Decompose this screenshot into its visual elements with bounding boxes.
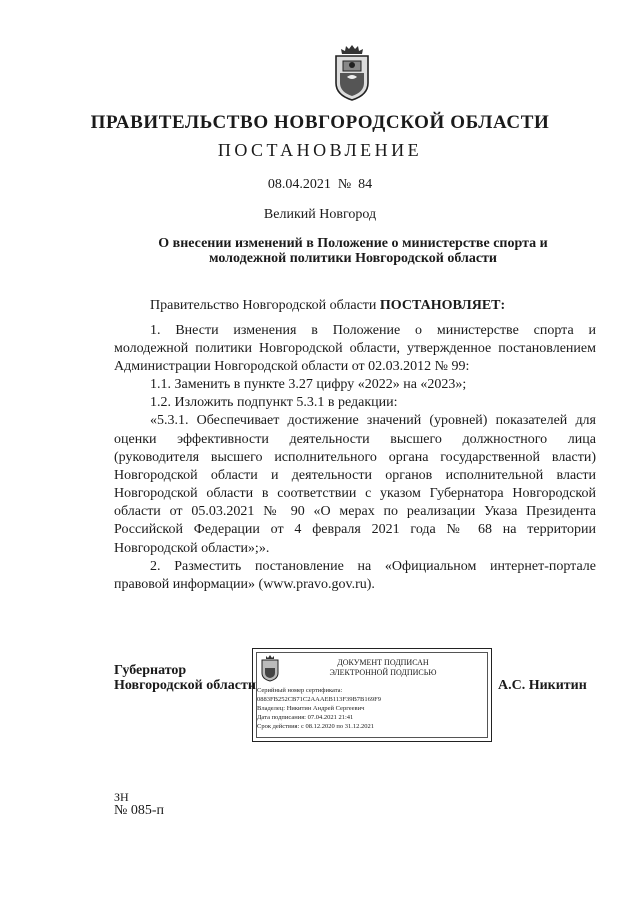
- position-line-2: Новгородской области: [114, 678, 256, 693]
- stamp-signed-date: Дата подписания: 07.04.2021 21:41: [257, 714, 354, 721]
- stamp-validity: Срок действия: с 08.12.2020 по 31.12.2021: [257, 723, 374, 730]
- document-type: ПОСТАНОВЛЕНИЕ: [217, 140, 423, 160]
- document-subject: О внесении изменений в Положение о министерстве спорта и молодежной политики Новгородской области: [158, 236, 548, 266]
- paragraph-2-line-2: правовой информации» (www.pravo.gov.ru).: [114, 577, 375, 592]
- executor-initials: ЗН: [114, 790, 129, 804]
- paragraph-1-1: 1.1. Заменить в пункте 3.27 цифру «2022» на «2023»;: [150, 377, 467, 392]
- preamble: [150, 297, 590, 315]
- paragraph-1-line-2: молодежной политики Новгородской области, утвержденное постановлением: [114, 341, 596, 356]
- date-number-line: [0, 177, 640, 193]
- quote-line-2: оценки эффективности деятельности высшего должностного лица: [114, 432, 596, 447]
- registry-number: № 085-п: [114, 803, 165, 818]
- document-number: 84: [358, 177, 373, 192]
- signatory-position: [114, 663, 256, 693]
- stamp-cert-label: Серийный номер сертификата:: [257, 687, 343, 694]
- stamp-title-line-1: ДОКУМЕНТ ПОДПИСАН: [337, 658, 429, 667]
- organization-title: ПРАВИТЕЛЬСТВО НОВГОРОДСКОЙ ОБЛАСТИ: [90, 112, 550, 133]
- electronic-signature-stamp: [252, 648, 492, 742]
- preamble-text: Правительство Новгородской области: [150, 298, 380, 313]
- position-line-1: Губернатор: [114, 663, 187, 678]
- number-sign: №: [337, 177, 352, 192]
- quote-line-1: «5.3.1. Обеспечивает достижение значений (уровней) показателей для: [150, 413, 596, 428]
- preamble-decree-word: ПОСТАНОВЛЯЕТ:: [379, 298, 506, 313]
- quote-line-5: Новгородской области в соответствии с указом Губернатора Новгородской: [114, 486, 596, 501]
- paragraph-1-line-1: 1. Внести изменения в Положение о министерстве спорта и: [150, 323, 596, 338]
- paragraph-1-2: 1.2. Изложить подпункт 5.3.1 в редакции:: [150, 395, 398, 410]
- quote-line-4: Новгородской области и деятельности органов исполнительной власти: [114, 468, 596, 483]
- signer-name: А.С. Никитин: [498, 678, 587, 693]
- paragraph-1-line-3: Администрации Новгородской области от 02.03.2012 № 99:: [114, 359, 470, 374]
- stamp-cert-number: 0883FB252CB71C2AAAEB113F39B7B169F9: [257, 696, 382, 703]
- stamp-emblem-icon: [259, 654, 281, 682]
- stamp-title-line-2: ЭЛЕКТРОННОЙ ПОДПИСЬЮ: [329, 668, 437, 677]
- city-name: Великий Новгород: [263, 207, 377, 222]
- quote-line-8: Новгородской области»;».: [114, 541, 270, 556]
- coat-of-arms-emblem: [330, 43, 374, 101]
- quote-line-6: области от 05.03.2021 № 90 «О мерах по реализации Указа Президента: [114, 504, 596, 519]
- quote-line-3: (руководителя высшего исполнительного органа государственной власти): [114, 450, 596, 465]
- stamp-owner: Владелец: Никитин Андрей Сергеевич: [257, 705, 365, 712]
- paragraph-2-line-1: 2. Разместить постановление на «Официальном интернет-портале: [150, 559, 596, 574]
- quote-line-7: Российской Федерации от 4 февраля 2021 года № 68 на территории: [114, 522, 596, 537]
- document-date: 08.04.2021: [267, 177, 331, 192]
